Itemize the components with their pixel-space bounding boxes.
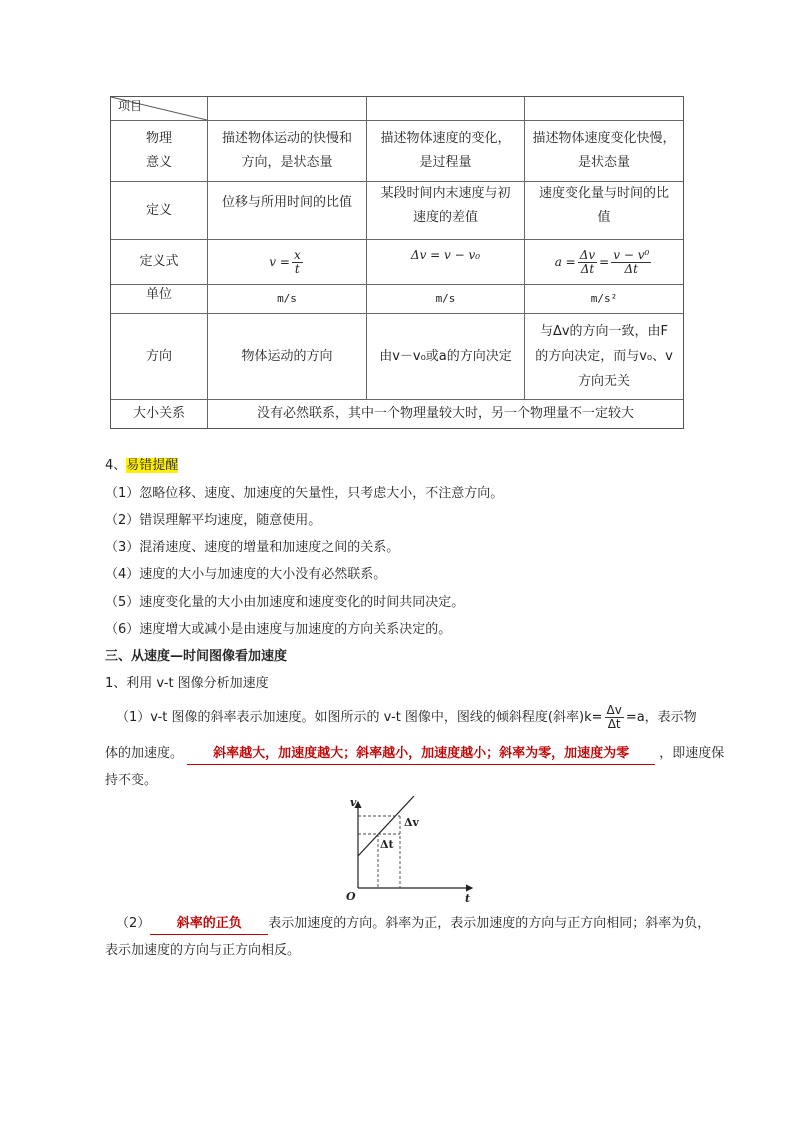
- cell-line: 是过程量: [419, 155, 472, 170]
- row-label-physical-meaning: [111, 121, 207, 181]
- paragraph-1-line-1: [116, 704, 697, 731]
- cell-accel-meaning: [525, 121, 683, 181]
- text-run: ，即速度保: [659, 746, 725, 761]
- cell-line: 描述物体运动的快慢和: [221, 131, 352, 146]
- v-axis-label: v: [350, 796, 357, 809]
- cell-line: 速度变化量与时间的比: [538, 186, 669, 201]
- list-item: （1）忽略位移、速度、加速度的矢量性，只考虑大小，不注意方向。: [105, 486, 504, 501]
- paragraph-1-line-3: 持不变。: [105, 773, 158, 788]
- corner-label: 项目: [118, 99, 143, 113]
- paragraph-2-line-1: [116, 914, 710, 935]
- equals-sign: =: [599, 255, 610, 269]
- cell-line: 方向无关: [577, 374, 630, 389]
- label-line: 意义: [145, 155, 172, 170]
- highlighted-title: 易错提醒: [126, 458, 179, 473]
- list-item: （3）混淆速度、速度的增量和加速度之间的关系。: [105, 540, 400, 555]
- cell-line: 值: [597, 210, 611, 225]
- list-item: （5）速度变化量的大小由加速度和速度变化的时间共同决定。: [105, 595, 465, 610]
- cell-line: 某段时间内末速度与初: [380, 186, 511, 201]
- cell-velocity-definition: 位移与所用时间的比值: [221, 195, 352, 210]
- cell-accel-definition: [525, 182, 683, 239]
- section-number: 4、: [105, 458, 127, 473]
- formula-dv: Δv = v − v₀: [410, 248, 481, 262]
- magnitude-relation: 没有必然联系，其中一个物理量较大时，另一个物理量不一定较大: [256, 406, 634, 421]
- dv-label: Δv: [404, 816, 419, 829]
- text-run: （1）v-t 图像的斜率表示加速度。如图所示的 v-t 图像中，图线的倾斜程度(斜率)k=: [116, 709, 603, 725]
- vt-graph: [340, 796, 480, 904]
- text-run: （2）: [116, 916, 151, 931]
- section-3-heading: 三、从速度—时间图像看加速度: [105, 649, 288, 664]
- row-label-direction: 方向: [145, 348, 172, 364]
- cell-line: 速度的差值: [412, 210, 478, 225]
- unit-accel: m/s²: [590, 292, 618, 305]
- label-line: 物理: [145, 131, 172, 146]
- row-label-unit: 单位: [145, 287, 172, 302]
- paragraph-2-line-2: 表示加速度的方向与正方向相反。: [105, 943, 301, 958]
- answer-fill: 斜率的正负: [150, 914, 268, 935]
- comparison-table: [110, 96, 684, 429]
- answer-fill: 斜率越大，加速度越大；斜率越小，加速度越小；斜率为零，加速度为零: [187, 744, 655, 765]
- unit-velocity: m/s: [277, 292, 297, 305]
- fraction-denominator: Δt: [580, 261, 595, 276]
- fraction: [578, 249, 597, 276]
- fraction-denominator: Δt: [607, 717, 621, 731]
- cell-velocity-meaning: [208, 121, 366, 181]
- fraction-numerator: Δv: [579, 247, 596, 262]
- text-run: 体的加速度。: [105, 746, 184, 761]
- formula-velocity: [208, 240, 366, 284]
- text-run: =a，表示物: [625, 709, 697, 725]
- direction-accel: [525, 314, 683, 399]
- list-item: （4）速度的大小与加速度的大小没有必然联系。: [105, 567, 387, 582]
- row-label-magnitude: 大小关系: [132, 406, 185, 421]
- paragraph-1-line-2: [105, 744, 724, 765]
- fraction-numerator: v − v⁰: [613, 247, 650, 262]
- cell-dv-definition: [367, 182, 524, 239]
- cell-line: 的方向决定，而与v₀、v: [535, 349, 673, 364]
- cell-line: 方向，是状态量: [241, 155, 333, 170]
- fraction-numerator: x: [293, 247, 301, 262]
- fraction-denominator: t: [294, 261, 300, 276]
- list-item: （2）错误理解平均速度，随意使用。: [105, 513, 322, 528]
- fraction-denominator: Δt: [624, 261, 639, 276]
- fraction: [611, 249, 651, 276]
- section-4-heading: [105, 456, 178, 476]
- slope-fraction: [605, 704, 624, 731]
- row-label-formula: 定义式: [139, 254, 179, 269]
- text-run: 表示加速度的方向。斜率为正，表示加速度的方向与正方向相同；斜率为负，: [268, 916, 711, 931]
- origin-label: O: [346, 890, 356, 903]
- dt-label: Δt: [380, 838, 394, 851]
- row-label-definition: 定义: [145, 202, 172, 218]
- cell-line: 与Δv的方向一致，由F: [539, 324, 669, 339]
- direction-velocity: 物体运动的方向: [241, 348, 333, 364]
- unit-dv: m/s: [435, 292, 456, 305]
- fraction-numerator: Δv: [606, 703, 622, 717]
- cell-line: 描述物体速度变化快慢，: [532, 131, 676, 146]
- formula-accel: [525, 240, 683, 284]
- formula-lhs: a =: [554, 255, 576, 269]
- formula-lhs: v =: [269, 255, 290, 269]
- cell-line: 描述物体速度的变化，: [380, 131, 511, 146]
- cell-dv-meaning: [367, 121, 524, 181]
- subheading-1: 1、利用 v-t 图像分析加速度: [105, 676, 269, 691]
- direction-dv: 由v－v₀或a的方向决定: [379, 348, 512, 364]
- fraction: [292, 249, 303, 276]
- t-axis-label: t: [465, 892, 471, 904]
- list-item: （6）速度增大或减小是由速度与加速度的方向关系决定的。: [105, 622, 452, 637]
- cell-line: 是状态量: [577, 155, 630, 170]
